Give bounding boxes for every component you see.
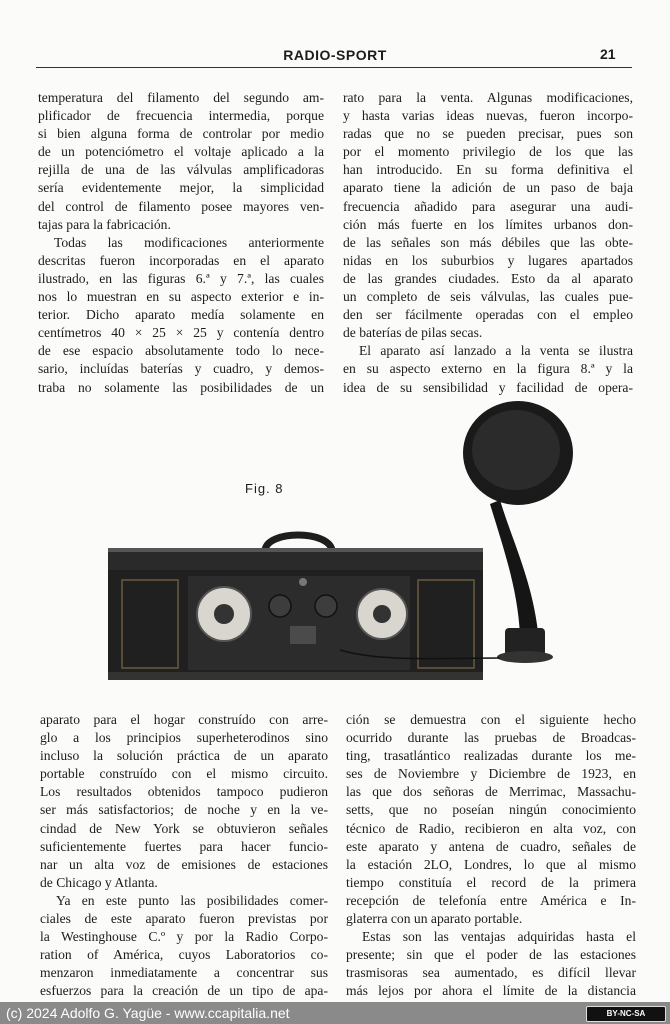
- text-line: de un potenciómetro el voltaje aplicado a la: [38, 144, 324, 160]
- text-line: ser más satisfactorios; de noche y en la ve-: [40, 802, 328, 818]
- text-line: radas que no se pueden precisar, pues son: [343, 126, 633, 142]
- figure-caption: Fig. 8: [245, 481, 284, 496]
- text-line: de las grandes ciudades. Esto da al aparato: [343, 270, 633, 286]
- text-line: tajas para la fabricación.: [38, 216, 171, 232]
- text-line: las que dos señoras de Merrimac, Massachu-: [346, 784, 636, 800]
- control-knob-right: [315, 595, 337, 617]
- text-line: rejilla de una de las válvulas amplificadoras: [38, 162, 324, 178]
- text-line: de ese espacio absolutamente todo lo nece-: [38, 343, 324, 359]
- text-line: ción se demuestra con el siguiente hecho: [346, 712, 636, 727]
- text-line: la Westinghouse C.º y por la Radio Corpo-: [40, 929, 328, 945]
- text-line: temperatura del filamento del segundo am-: [38, 90, 324, 105]
- text-line: frecuencia añadido para asegurar una audi-: [343, 198, 633, 214]
- text-line: recepción de telefonía entre América e In-: [346, 892, 636, 908]
- text-line: sario, incluídas baterías y cuadro, y demos-: [38, 361, 324, 377]
- text-column-bottom-right: [346, 711, 636, 1001]
- text-line: nar un alta voz de emisiones de estaciones: [40, 856, 328, 872]
- text-line: suficientemente fuertes para hacer funcio-: [40, 838, 328, 854]
- text-line: de las señales son más débiles que las obte-: [343, 234, 633, 250]
- text-line: El aparato así lanzado a la venta se ilustra: [359, 343, 633, 359]
- text-line: Estas son las ventajas adquiridas hasta el: [362, 929, 636, 945]
- text-line: ciales de este aparato fueron previstas por: [40, 911, 328, 927]
- text-line: rato para la venta. Algunas modificaciones,: [343, 90, 633, 105]
- text-line: centímetros 40 × 25 × 25 y contenía dentro: [38, 325, 324, 341]
- text-line: esfuerzos para la creación de un tipo de apa-: [40, 983, 328, 999]
- text-line: portable construído con el mismo circuito.: [40, 766, 328, 782]
- text-line: ration of América, cuyos Laboratorios co-: [40, 947, 328, 963]
- text-line: setts, que no poseían ningún conocimiento: [346, 802, 636, 818]
- text-line: técnico de Radio, recibieron en alta voz, con: [346, 820, 636, 836]
- control-knob-left: [269, 595, 291, 617]
- text-line: aparato tiene la adición de un paso de baja: [343, 180, 633, 196]
- text-line: ting, trasatlántico realizadas durante los me-: [346, 748, 636, 764]
- text-line: y hasta varias ideas nuevas, fueron incorpo-: [343, 108, 633, 124]
- text-line: den ser fácilmente operadas con el empleo: [343, 307, 633, 323]
- text-line: sería evidentemente mejor, la simplicidad: [38, 180, 324, 196]
- text-line: un completo de seis válvulas, las cuales pue-: [343, 289, 633, 305]
- text-line: idea de su sensibilidad y facilidad de opera-: [343, 379, 633, 395]
- text-line: ilustrado, en las figuras 6.ª y 7.ª, las cuales: [38, 270, 324, 286]
- text-column-top-left: [38, 89, 324, 397]
- text-line: glo a los principios superheterodinos sino: [40, 730, 328, 746]
- text-line: la estación 2LO, Londres, lo que al mismo: [346, 856, 636, 872]
- text-line: cindad de New York se obtuvieron señales: [40, 820, 328, 836]
- footer-bar: [0, 1002, 670, 1024]
- text-line: Ya en este punto las posibilidades comer-: [56, 892, 328, 908]
- text-line: Todas las modificaciones anteriormente: [54, 234, 324, 250]
- text-line: terior. Dicho aparato medía solamente en: [38, 307, 324, 323]
- copyright-text: (c) 2024 Adolfo G. Yagüe - www.ccapitalia.net: [6, 1005, 290, 1021]
- text-line: han introducido. En su forma definitiva el: [343, 162, 633, 178]
- running-title: RADIO-SPORT: [283, 47, 387, 63]
- text-line: tiempo constituía el record de la primera: [346, 874, 636, 890]
- text-line: presente; sin que el poder de las estaciones: [346, 947, 636, 963]
- text-line: menzaron inmediatamente a concentrar sus: [40, 965, 328, 981]
- text-line: de Chicago y Atlanta.: [40, 874, 158, 890]
- text-line: incluso la solución práctica de un aparato: [40, 748, 328, 764]
- text-line: de baterías de pilas secas.: [343, 325, 483, 341]
- text-line: ses de Noviembre y Diciembre de 1923, en: [346, 766, 636, 782]
- small-switch: [299, 578, 307, 586]
- text-line: aparato para el hogar construído con arre-: [40, 712, 328, 727]
- text-line: nidas en los suburbios y lugares apartados: [343, 252, 633, 268]
- horn-neck: [490, 500, 538, 636]
- nameplate: [290, 626, 316, 644]
- text-line: ocurrido durante las pruebas de Broadcas-: [346, 730, 636, 746]
- header-rule: [36, 67, 632, 68]
- text-line: glaterra con un aparato portable.: [346, 911, 523, 927]
- text-line: descritas fueron incorporadas en el aparato: [38, 252, 324, 268]
- text-line: en su aspecto externo en la figura 8.ª y la: [343, 361, 633, 377]
- text-line: trasmisoras sea aumentado, es difícil llevar: [346, 965, 636, 981]
- cc-license-badge[interactable]: [586, 1006, 666, 1022]
- page-number: 21: [600, 46, 616, 62]
- cc-license-text: BY-NC-SA: [606, 1009, 646, 1018]
- text-line: Los resultados obtenidos tampoco pudieron: [40, 784, 328, 800]
- text-line: traba no solamente las posibilidades de un: [38, 379, 324, 395]
- radio-receiver-with-horn-speaker-photo: [100, 400, 590, 690]
- text-line: del control de filamento posee mayores ven-: [38, 198, 324, 214]
- text-column-bottom-left: [40, 711, 328, 1001]
- text-line: por el momento privilegio de los que las: [343, 144, 633, 160]
- text-line: nos lo muestran en su aspecto exterior e in-: [38, 289, 324, 305]
- case-handle: [265, 535, 332, 550]
- text-line: ción más fuerte en los límites urbanos don-: [343, 216, 633, 232]
- text-line: plificador de frecuencia intermedia, porque: [38, 108, 324, 124]
- text-column-top-right: [343, 89, 633, 397]
- text-line: si bien alguna forma de controlar por medio: [38, 126, 324, 142]
- text-line: este aparato y antena de cuadro, señales de: [346, 838, 636, 854]
- text-line: más lejos por ahora el límite de la distancia: [346, 983, 636, 999]
